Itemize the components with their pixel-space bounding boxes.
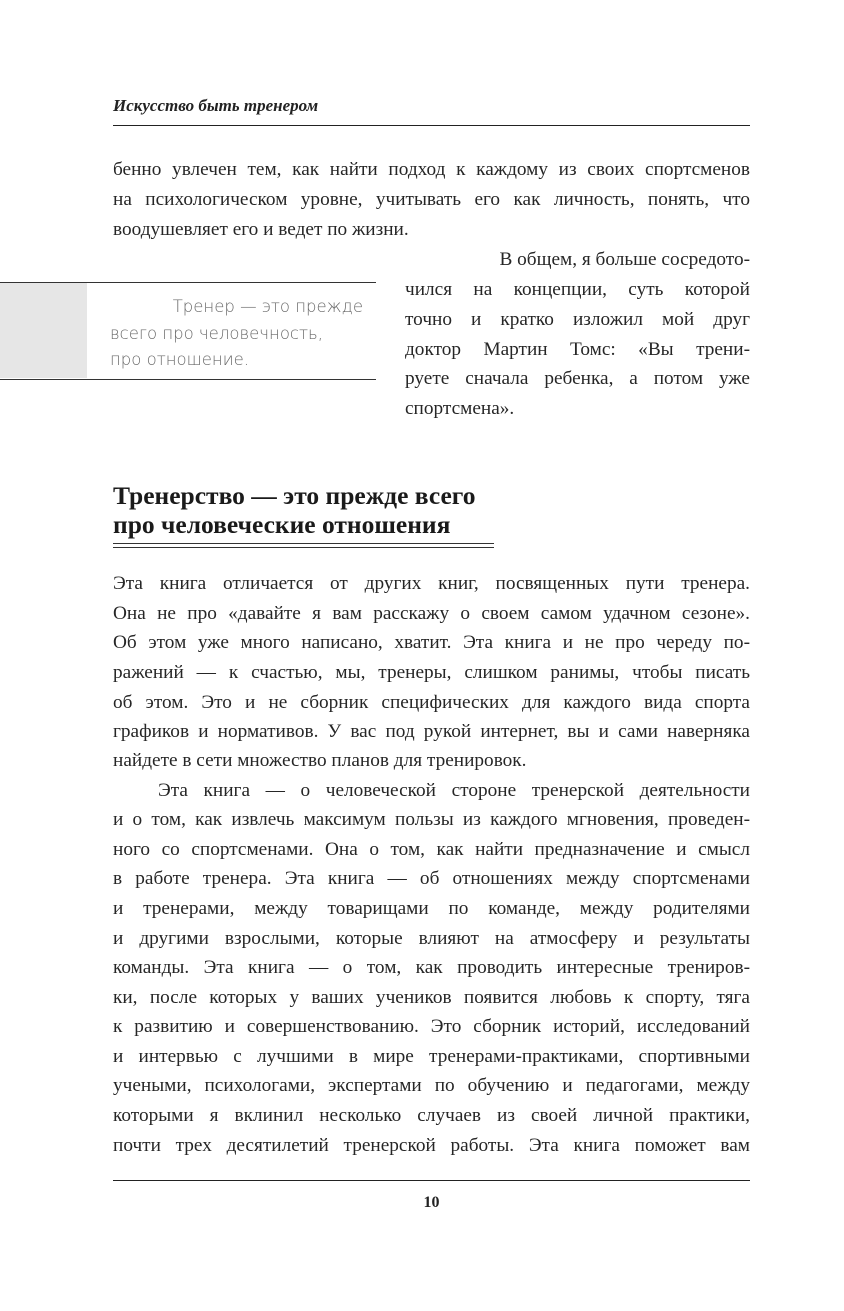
body-line-11: в работе тренера. Эта книга — об отношениях между спортсменами: [113, 868, 750, 889]
side-line-1: В общем, я больше сосредото-: [499, 249, 750, 270]
body-line-15: ки, после которых у ваших учеников появится любовь к спорту, тяга: [113, 987, 750, 1008]
body-line-12: и тренерами, между товарищами по команде, между родителями: [113, 898, 750, 919]
body-line-18: учеными, психологами, экспертами по обучению и педагогами, между: [113, 1075, 750, 1096]
page-number: 10: [423, 1194, 440, 1211]
side-line-6: спортсмена».: [405, 398, 515, 419]
pullquote-rule-bottom: [0, 379, 376, 380]
pullquote-shade: [0, 283, 87, 378]
body-line-10: ного со спортсменами. Она о том, как найти предназначение и смысл: [113, 839, 750, 860]
footer-rule: [113, 1180, 750, 1181]
pullquote-line-2: всего про человечность,: [110, 324, 324, 343]
body-line-17: и интервью с лучшими в мире тренерами-практиками, спортивными: [113, 1046, 750, 1067]
side-line-5: руете сначала ребенка, а потом уже: [405, 368, 750, 389]
body-line-8: Эта книга — о человеческой стороне тренерской деятельности: [158, 780, 750, 801]
intro-line-1: бенно увлечен тем, как найти подход к каждому из своих спортсменов: [113, 159, 750, 180]
body-line-20: почти трех десятилетий тренерской работы. Эта книга поможет вам: [113, 1135, 750, 1156]
body-line-5: об этом. Это и не сборник специфических для каждого вида спорта: [113, 692, 750, 713]
running-title: Искусство быть тренером: [113, 96, 319, 115]
body-line-7: найдете в сети множество планов для тренировок.: [113, 750, 527, 771]
side-line-3: точно и кратко изложил мой друг: [405, 309, 750, 330]
heading-rule-2: [113, 547, 494, 548]
body-line-6: графиков и нормативов. У вас под рукой интернет, вы и сами наверняка: [113, 721, 750, 742]
heading-rule-1: [113, 543, 494, 544]
body-line-4: ражений — к счастью, мы, тренеры, слишком ранимы, чтобы писать: [113, 662, 750, 683]
body-line-16: к развитию и совершенствованию. Это сборник историй, исследований: [113, 1016, 750, 1037]
section-heading-line-2: про человеческие отношения: [113, 510, 451, 539]
body-line-9: и о том, как извлечь максимум пользы из каждого мгновения, проведен-: [113, 809, 750, 830]
pullquote-line-3: про отношение.: [110, 350, 249, 369]
side-line-2: чился на концепции, суть которой: [405, 279, 750, 300]
body-line-19: которыми я вклинил несколько случаев из своей личной практики,: [113, 1105, 750, 1126]
section-heading-line-1: Тренерство — это прежде всего: [113, 481, 476, 510]
body-line-2: Она не про «давайте я вам расскажу о своем самом удачном сезоне».: [113, 603, 750, 624]
header-rule: [113, 125, 750, 126]
body-line-3: Об этом уже много написано, хватит. Эта книга и не про череду по-: [113, 632, 750, 653]
intro-line-2: на психологическом уровне, учитывать его как личность, понять, что: [113, 189, 750, 210]
body-line-14: команды. Эта книга — о том, как проводить интересные трениров-: [113, 957, 750, 978]
pullquote-line-1: Тренер — это прежде: [172, 297, 363, 316]
body-line-1: Эта книга отличается от других книг, посвященных пути тренера.: [113, 573, 750, 594]
body-line-13: и другими взрослыми, которые влияют на атмосферу и результаты: [113, 928, 750, 949]
side-line-4: доктор Мартин Томс: «Вы трени-: [405, 339, 750, 360]
intro-line-3: воодушевляет его и ведет по жизни.: [113, 219, 409, 240]
